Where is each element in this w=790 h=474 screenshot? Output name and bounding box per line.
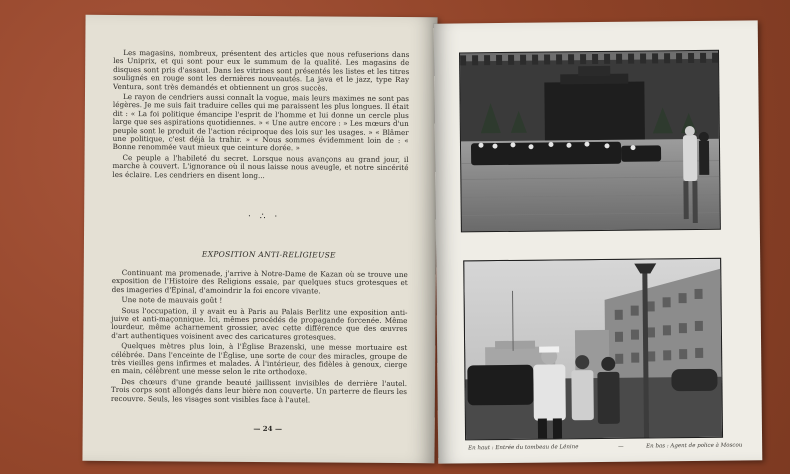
paragraph: Quelques mètres plus loin, à l'Église Brazenski, une messe mortuaire est célébrée. Dans l'enceinte de l'Église, une sorte de cour des miracles, groupe de très vieilles gens infirmes et malades. À l'intérieur, des fidèles à genoux, cierge en main, célèbrent une messe selon le rite orthodoxe. — [111, 341, 408, 377]
photo-police-officer — [464, 259, 722, 440]
text-block-top — [112, 49, 409, 183]
photo-caption-bottom: En bas : Agent de police à Moscou — [646, 442, 743, 450]
paragraph: Les magasins, nombreux, présentent des articles que nous refuserions dans les Uniprix, et qui sont pour eux le summum de la qualité. Les magasins de disques sont pris d'assaut. Dans les vitrines sont présentés les listes et les titres soulignés en rouge sont les dernières nouveautés. La java et le jazz, type Ray Ventura, sont très demandés et obtiennent un gros succès. — [113, 48, 410, 93]
paragraph: Le rayon de cendriers aussi connaît la vogue, mais leurs maximes ne sont pas légères. Je me suis fait traduire celles qui me paraissent les plus longues. Il était dit : « La foi politique émancipe l'esprit de l'homme et lui donne un cercle plus large que ses aspirations quotidiennes. » « Une autre encore : » Les mœurs d'un peuple sont le produit de l'action réciproque des lois sur les usages. » « Blâmer une politique, c'est déjà la trahir. » « Nous sommes évidemment loin de : « Bonne renommée vaut mieux que ceinture dorée. » — [112, 92, 410, 153]
paragraph: Ce peuple a l'habileté du secret. Lorsque nous avançons au grand jour, il marche à couvert. L'ignorance où il nous laisse nous aveugle, et notre sincérité les éclaire. Les cendriers en disent long... — [112, 152, 409, 180]
paragraph: Continuant ma promenade, j'arrive à Notre-Dame de Kazan où se trouve une exposition de l'Histoire des Religions essaie, par quelques stucs grotesques et des imageries d'Épinal, d'amoindrir la foi encore vivante. — [111, 268, 408, 296]
paragraph: Sous l'occupation, il y avait eu à Paris au Palais Berlitz une exposition anti-juive et anti-maçonnique. Ici, mêmes procédés de propagande forcenée. Même lourdeur, même acharnement grossier, avec cette différence que des œuvres d'art authentiques voisinent avec des caricatures grotesques. — [111, 305, 408, 342]
page-number: — 24 — — [253, 423, 283, 434]
section-heading: EXPOSITION ANTI-RELIGIEUSE — [201, 249, 336, 260]
photo-caption-top: En haut : Entrée du tombeau de Lénine — [468, 444, 579, 452]
paragraph: Une note de mauvais goût ! — [121, 295, 223, 305]
caption-separator: — — [618, 443, 624, 450]
ornament: · ∴ · — [248, 211, 281, 223]
text-block-bottom — [111, 269, 408, 407]
photo-lenin-mausoleum — [460, 51, 720, 232]
right-page — [434, 20, 763, 463]
left-page — [82, 15, 437, 463]
open-booklet — [84, 16, 760, 462]
paragraph: Des chœurs d'une grande beauté jaillissent invisibles de derrière l'autel. Trois corps sont allongés dans leur bière non couverte. Un parterre de fleurs les recouvre. Seuls, les visages sont visibles face à l'autel. — [110, 376, 408, 405]
